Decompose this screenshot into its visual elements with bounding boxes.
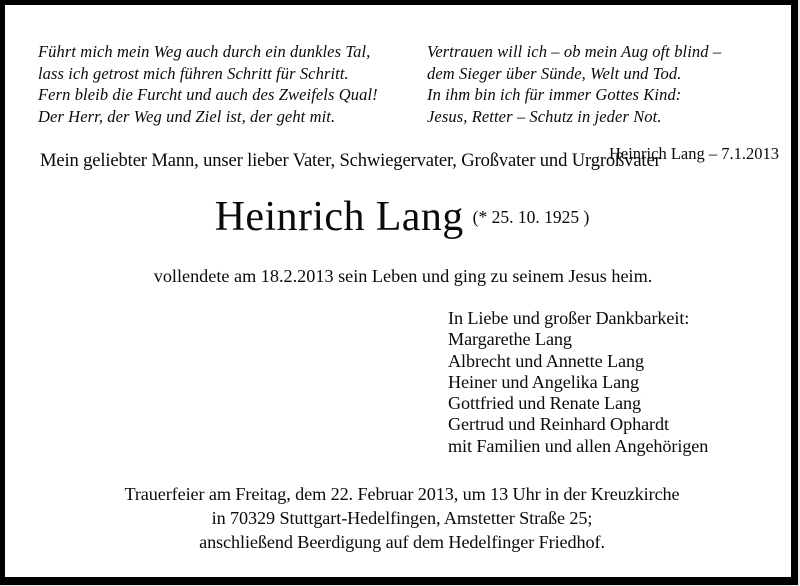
verse-right-line-3: In ihm bin ich für immer Gottes Kind:: [427, 85, 682, 104]
family-block: [448, 308, 708, 457]
deceased-name-line: [5, 194, 791, 240]
family-heading: In Liebe und großer Dankbarkeit:: [448, 308, 690, 328]
service-line-3: anschließend Beerdigung auf dem Hedelfinger Friedhof.: [199, 532, 605, 553]
family-member: mit Familien und allen Angehörigen: [448, 435, 709, 456]
verse-left-column: [38, 41, 378, 127]
verse-right-line-4: Jesus, Retter – Schutz in jeder Not.: [427, 106, 662, 126]
verse-left-line-1: Führt mich mein Weg auch durch ein dunkles Tal,: [38, 42, 371, 61]
relationship-line: Mein geliebter Mann, unser lieber Vater, Schwiegervater, Großvater und Urgroßvater: [40, 150, 661, 171]
family-member: Gertrud und Reinhard Ophardt: [448, 414, 669, 435]
verse-right-column: [427, 41, 721, 127]
funeral-service-details: [5, 482, 791, 555]
verse-right-line-2: dem Sieger über Sünde, Welt und Tod.: [427, 63, 682, 83]
birth-date: (* 25. 10. 1925 ): [472, 207, 590, 227]
obituary-page: [5, 5, 791, 577]
family-member: Margarethe Lang: [448, 329, 572, 350]
verse-left-line-3: Fern bleib die Furcht und auch des Zweifels Qual!: [38, 85, 378, 104]
service-line-2: in 70329 Stuttgart-Hedelfingen, Amstetter Straße 25;: [211, 508, 593, 529]
verse-left-line-2: lass ich getrost mich führen Schritt für Schritt.: [38, 63, 349, 83]
verse-left-line-4: Der Herr, der Weg und Ziel ist, der geht mit.: [38, 106, 336, 126]
verse-attribution: Heinrich Lang – 7.1.2013: [608, 144, 779, 163]
passing-statement: vollendete am 18.2.2013 sein Leben und ging zu seinem Jesus heim.: [153, 266, 653, 286]
family-member: Albrecht und Annette Lang: [448, 350, 644, 371]
family-member: Heiner und Angelika Lang: [448, 371, 640, 392]
verse-right-line-1: Vertrauen will ich – ob mein Aug oft blind –: [427, 42, 722, 61]
deceased-name: Heinrich Lang: [214, 194, 464, 240]
family-member: Gottfried und Renate Lang: [448, 393, 641, 414]
service-line-1: Trauerfeier am Freitag, dem 22. Februar 2013, um 13 Uhr in der Kreuzkirche: [124, 484, 680, 504]
